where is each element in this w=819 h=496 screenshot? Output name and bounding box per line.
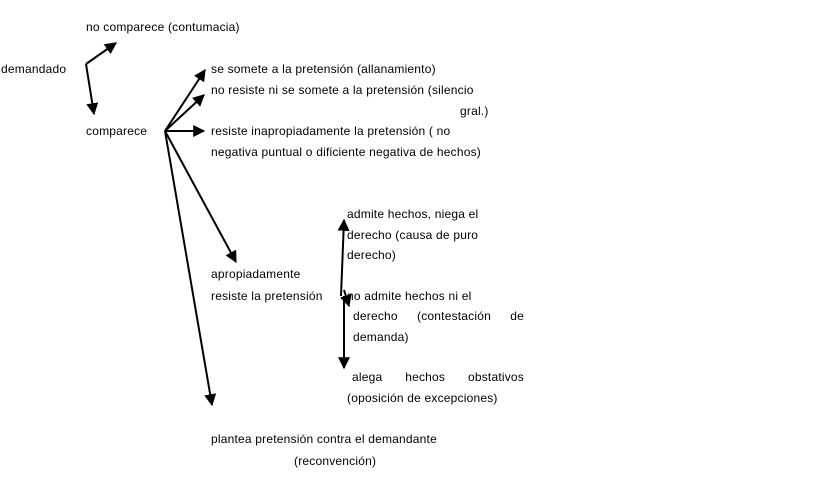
node-resiste-inapropiadamente-line-2: negativa puntual o dificiente negativa de hechos) [211,145,481,159]
node-apropiadamente-line-1: apropiadamente [211,267,301,281]
node-admite-hechos-line-1: admite hechos, niega el [347,207,479,221]
arrow-to-admite-hechos [341,220,344,296]
node-no-resiste-line-1: no resiste ni se somete a la pretensión (silencio [211,83,474,97]
arrow-to-comparece [86,64,94,114]
node-comparece: comparece [86,124,148,138]
node-admite-hechos-line-3: derecho) [347,248,396,262]
node-no-admite-hechos-line-1: no admite hechos ni el [347,289,472,303]
node-no-comparece: no comparece (contumacia) [86,20,240,34]
node-plantea-pretension-line-2: (reconvención) [294,454,377,468]
node-no-admite-hechos-line-3: demanda) [353,330,409,344]
arrow-to-no-comparece [86,43,116,64]
node-alega-hechos-line-1: alega hechos obstativos [352,370,524,384]
node-resiste-inapropiadamente-line-1: resiste inapropiadamente la pretensión ( no [211,124,451,138]
node-se-somete: se somete a la pretensión (allanamiento) [211,62,436,76]
arrow-to-plantea-pretension [165,131,212,405]
node-admite-hechos-line-2: derecho (causa de puro [347,228,479,242]
node-plantea-pretension-line-1: plantea pretensión contra el demandante [211,432,437,446]
node-demandado: demandado [1,62,67,76]
node-no-resiste-line-2: gral.) [460,104,489,118]
node-alega-hechos-line-2: (oposición de excepciones) [347,391,498,405]
node-no-admite-hechos-line-2: derecho (contestación de [353,309,524,323]
node-apropiadamente-line-2: resiste la pretensión [211,289,323,303]
